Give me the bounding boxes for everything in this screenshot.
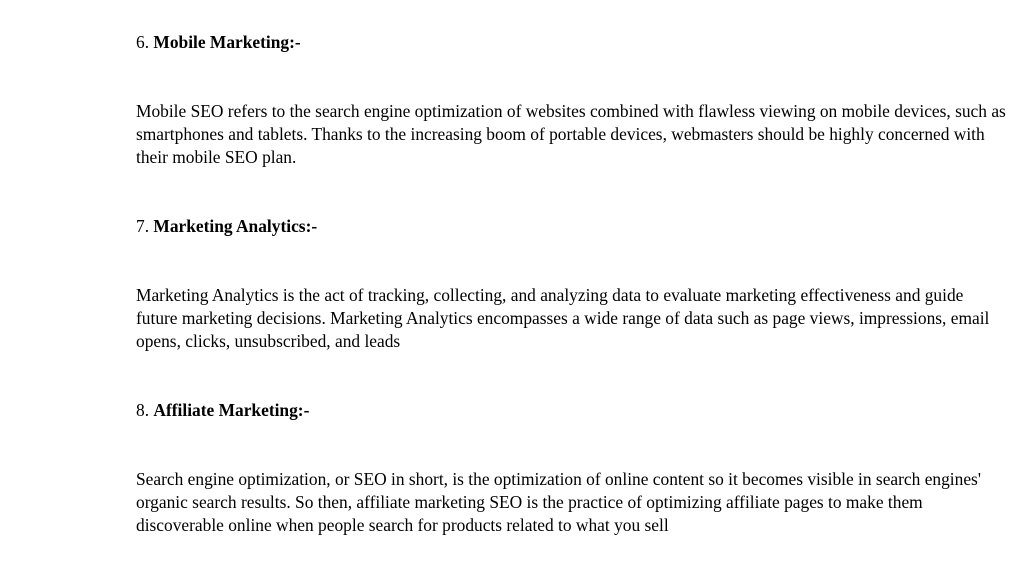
section-title: Affiliate Marketing:- — [153, 400, 310, 420]
section-title: Mobile Marketing:- — [153, 32, 301, 52]
section-number: 7. — [136, 216, 150, 236]
section-body-mobile-marketing: Mobile SEO refers to the search engine optimization of websites combined with flawless viewing on mobile devices, such as smartphones and tablets. Thanks to the increasing boom of portable devices, webmasters should be highly concerned with their mobile SEO plan. — [136, 101, 1006, 167]
section-number: 8. — [136, 400, 150, 420]
section-body-affiliate-marketing: Search engine optimization, or SEO in short, is the optimization of online content so it becomes visible in search engines' organic search results. So then, affiliate marketing SEO is the practice of optimizing affiliate pages to make them discoverable online when people search for products related to what you sell — [136, 469, 981, 535]
section-body-marketing-analytics: Marketing Analytics is the act of tracking, collecting, and analyzing data to evaluate marketing effectiveness and guide future marketing decisions. Marketing Analytics encompasses a wide range of data such as page views, impressions, email opens, clicks, unsubscribed, and leads — [136, 285, 990, 351]
section-heading-affiliate-marketing — [136, 399, 1008, 422]
section-title: Marketing Analytics:- — [153, 216, 318, 236]
section-number: 6. — [136, 32, 150, 52]
section-heading-mobile-marketing — [136, 31, 1008, 54]
section-heading-marketing-analytics — [136, 215, 1008, 238]
